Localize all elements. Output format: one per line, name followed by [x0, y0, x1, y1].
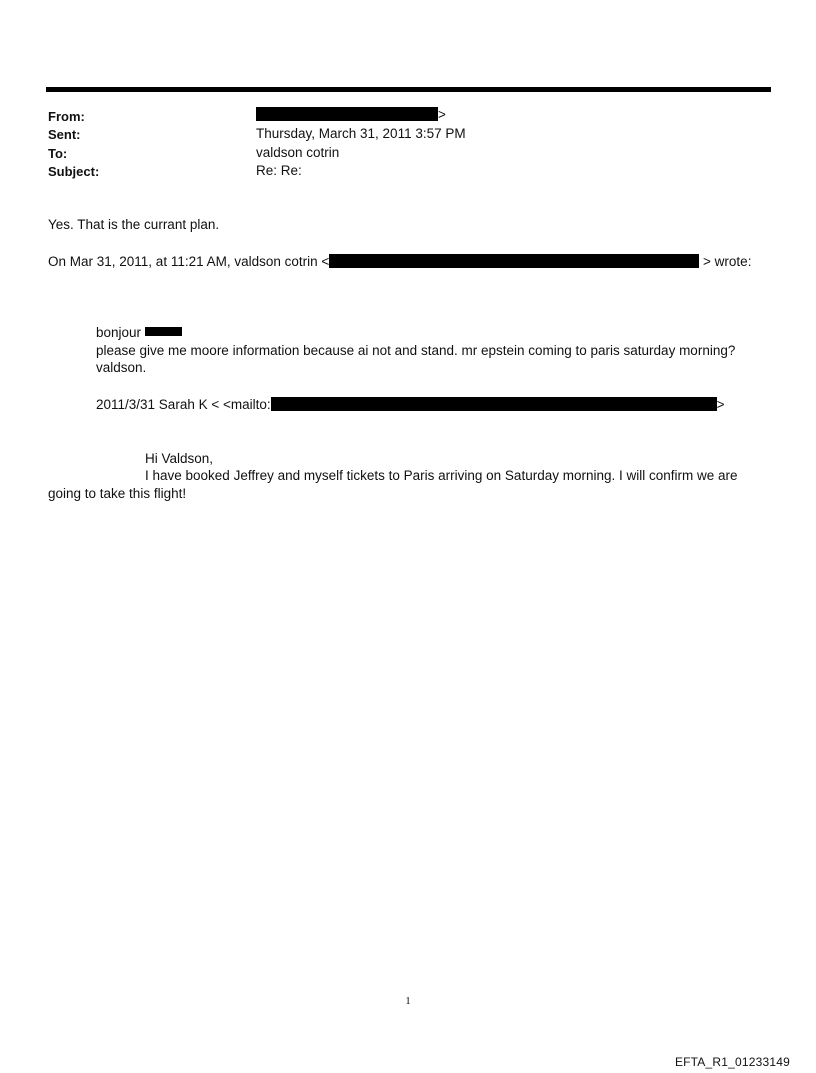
- redaction-block: [329, 254, 699, 268]
- inner-message: I have booked Jeffrey and myself tickets to Paris arriving on Saturday morning. I will confirm we are going to take this flight!: [48, 468, 738, 501]
- reply-line: Yes. That is the currant plan.: [48, 217, 220, 232]
- from-value-tail: >: [438, 107, 446, 122]
- to-value: valdson cotrin: [256, 145, 340, 160]
- document-id: EFTA_R1_01233149: [674, 1055, 790, 1069]
- quoted-intro-suffix: >: [716, 397, 725, 412]
- from-label: From:: [48, 109, 85, 124]
- subject-label: Subject:: [48, 164, 100, 179]
- redaction-block: [271, 397, 717, 411]
- quoted-intro: [96, 396, 725, 414]
- redaction-block: [256, 107, 438, 121]
- quote-intro-prefix: On Mar 31, 2011, at 11:21 AM, valdson cotrin <: [48, 254, 330, 269]
- quoted-question: please give me moore information because ai not and stand. mr epstein coming to paris saturday morning?: [96, 343, 736, 358]
- redaction-block: [145, 327, 182, 336]
- page-number: 1: [405, 995, 411, 1007]
- greeting-text: bonjour: [96, 325, 142, 340]
- sent-value: Thursday, March 31, 2011 3:57 PM: [256, 126, 466, 141]
- subject-value: Re: Re:: [256, 163, 302, 178]
- header-rule: [46, 87, 771, 92]
- inner-salutation: Hi Valdson,: [145, 451, 214, 466]
- quoted-signoff: valdson.: [96, 360, 147, 375]
- quoted-intro-prefix: 2011/3/31 Sarah K < <mailto:: [96, 397, 271, 412]
- to-label: To:: [48, 146, 68, 161]
- quote-intro-suffix: > wrote:: [699, 254, 752, 269]
- quote-intro: [48, 253, 751, 271]
- sent-label: Sent:: [48, 127, 81, 142]
- from-value: [256, 106, 446, 124]
- quoted-greeting: [96, 324, 182, 342]
